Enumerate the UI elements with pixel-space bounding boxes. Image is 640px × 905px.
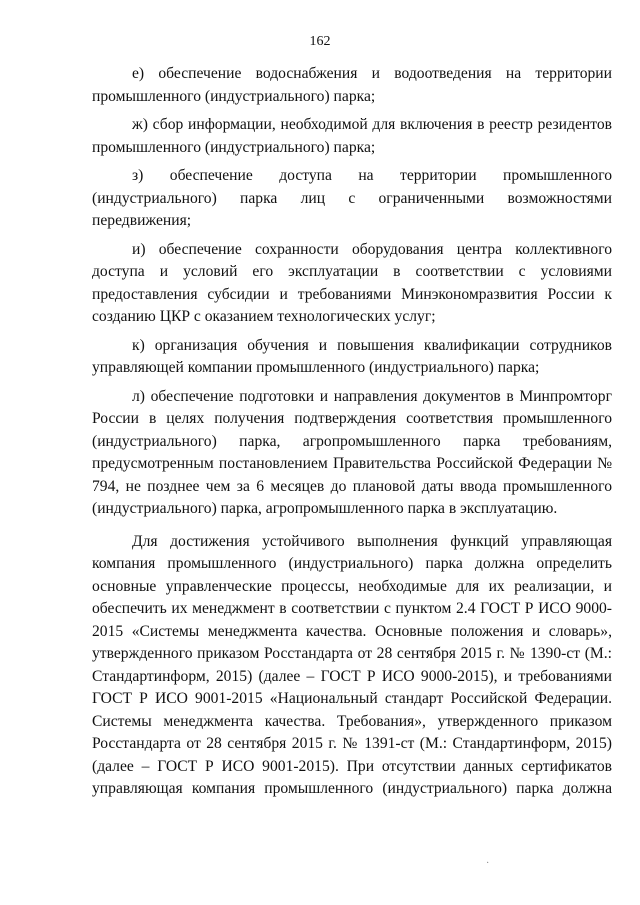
paragraph-zh: ж) сбор информации, необходимой для включения в реестр резидентов промышленного (индустриального) парка;: [92, 116, 612, 156]
paragraph-z: з) обеспечение доступа на территории промышленного (индустриального) парка лиц с ограниченными возможностями передвижения;: [92, 167, 612, 229]
paragraph-management-processes: Для достижения устойчивого выполнения функций управляющая компания промышленного (индустриального) парка должна определить основные управленческие процессы, необходимые для их реализации, и обеспечить их менеджмент в соответствии с пунктом 2.4 ГОСТ Р ИСО 9000-2015 «Системы менеджмента качества. Основные положения и словарь», утвержденного приказом Росстандарта от 28 сентября 2015 г. № 1390-ст (М.: Стандартинформ, 2015) (далее – ГОСТ Р ИСО 9000-2015), и требованиями ГОСТ Р ИСО 9001-2015 «Национальный стандарт Российской Федерации. Системы менеджмента качества. Требования», утвержденного приказом Росстандарта от 28 сентября 2015 г. № 1391-ст (М.: Стандартинформ, 2015) (далее – ГОСТ Р ИСО 9001-2015). При отсутствии данных сертификатов управляющая компания промышленного (индустриального) парка должна: [92, 532, 612, 797]
paragraph-i: и) обеспечение сохранности оборудования центра коллективного доступа и условий его эксплуатации в соответствии с условиями предоставления субсидии и требованиями Минэкономразвития России к созданию ЦКР с оказанием технологических услуг;: [92, 240, 612, 325]
paragraph-e: е) обеспечение водоснабжения и водоотведения на территории промышленного (индустриального) парка;: [92, 65, 612, 105]
paragraph-l: л) обеспечение подготовки и направления документов в Минпромторг России в целях получения подтверждения соответствия промышленного (индустриального) парка, агропромышленного парка требованиям, предусмотренным постановлением Правительства Российской Федерации № 794, не позднее чем за 6 месяцев до плановой даты ввода промышленного (индустриального) парка, агропромышленного парка в эксплуатацию.: [92, 387, 612, 517]
page-number: 162: [309, 34, 331, 49]
paragraph-k: к) организация обучения и повышения квалификации сотрудников управляющей компании промышленного (индустриального) парка;: [92, 336, 612, 376]
scan-speck: ·: [486, 858, 490, 869]
document-body: [92, 63, 612, 807]
